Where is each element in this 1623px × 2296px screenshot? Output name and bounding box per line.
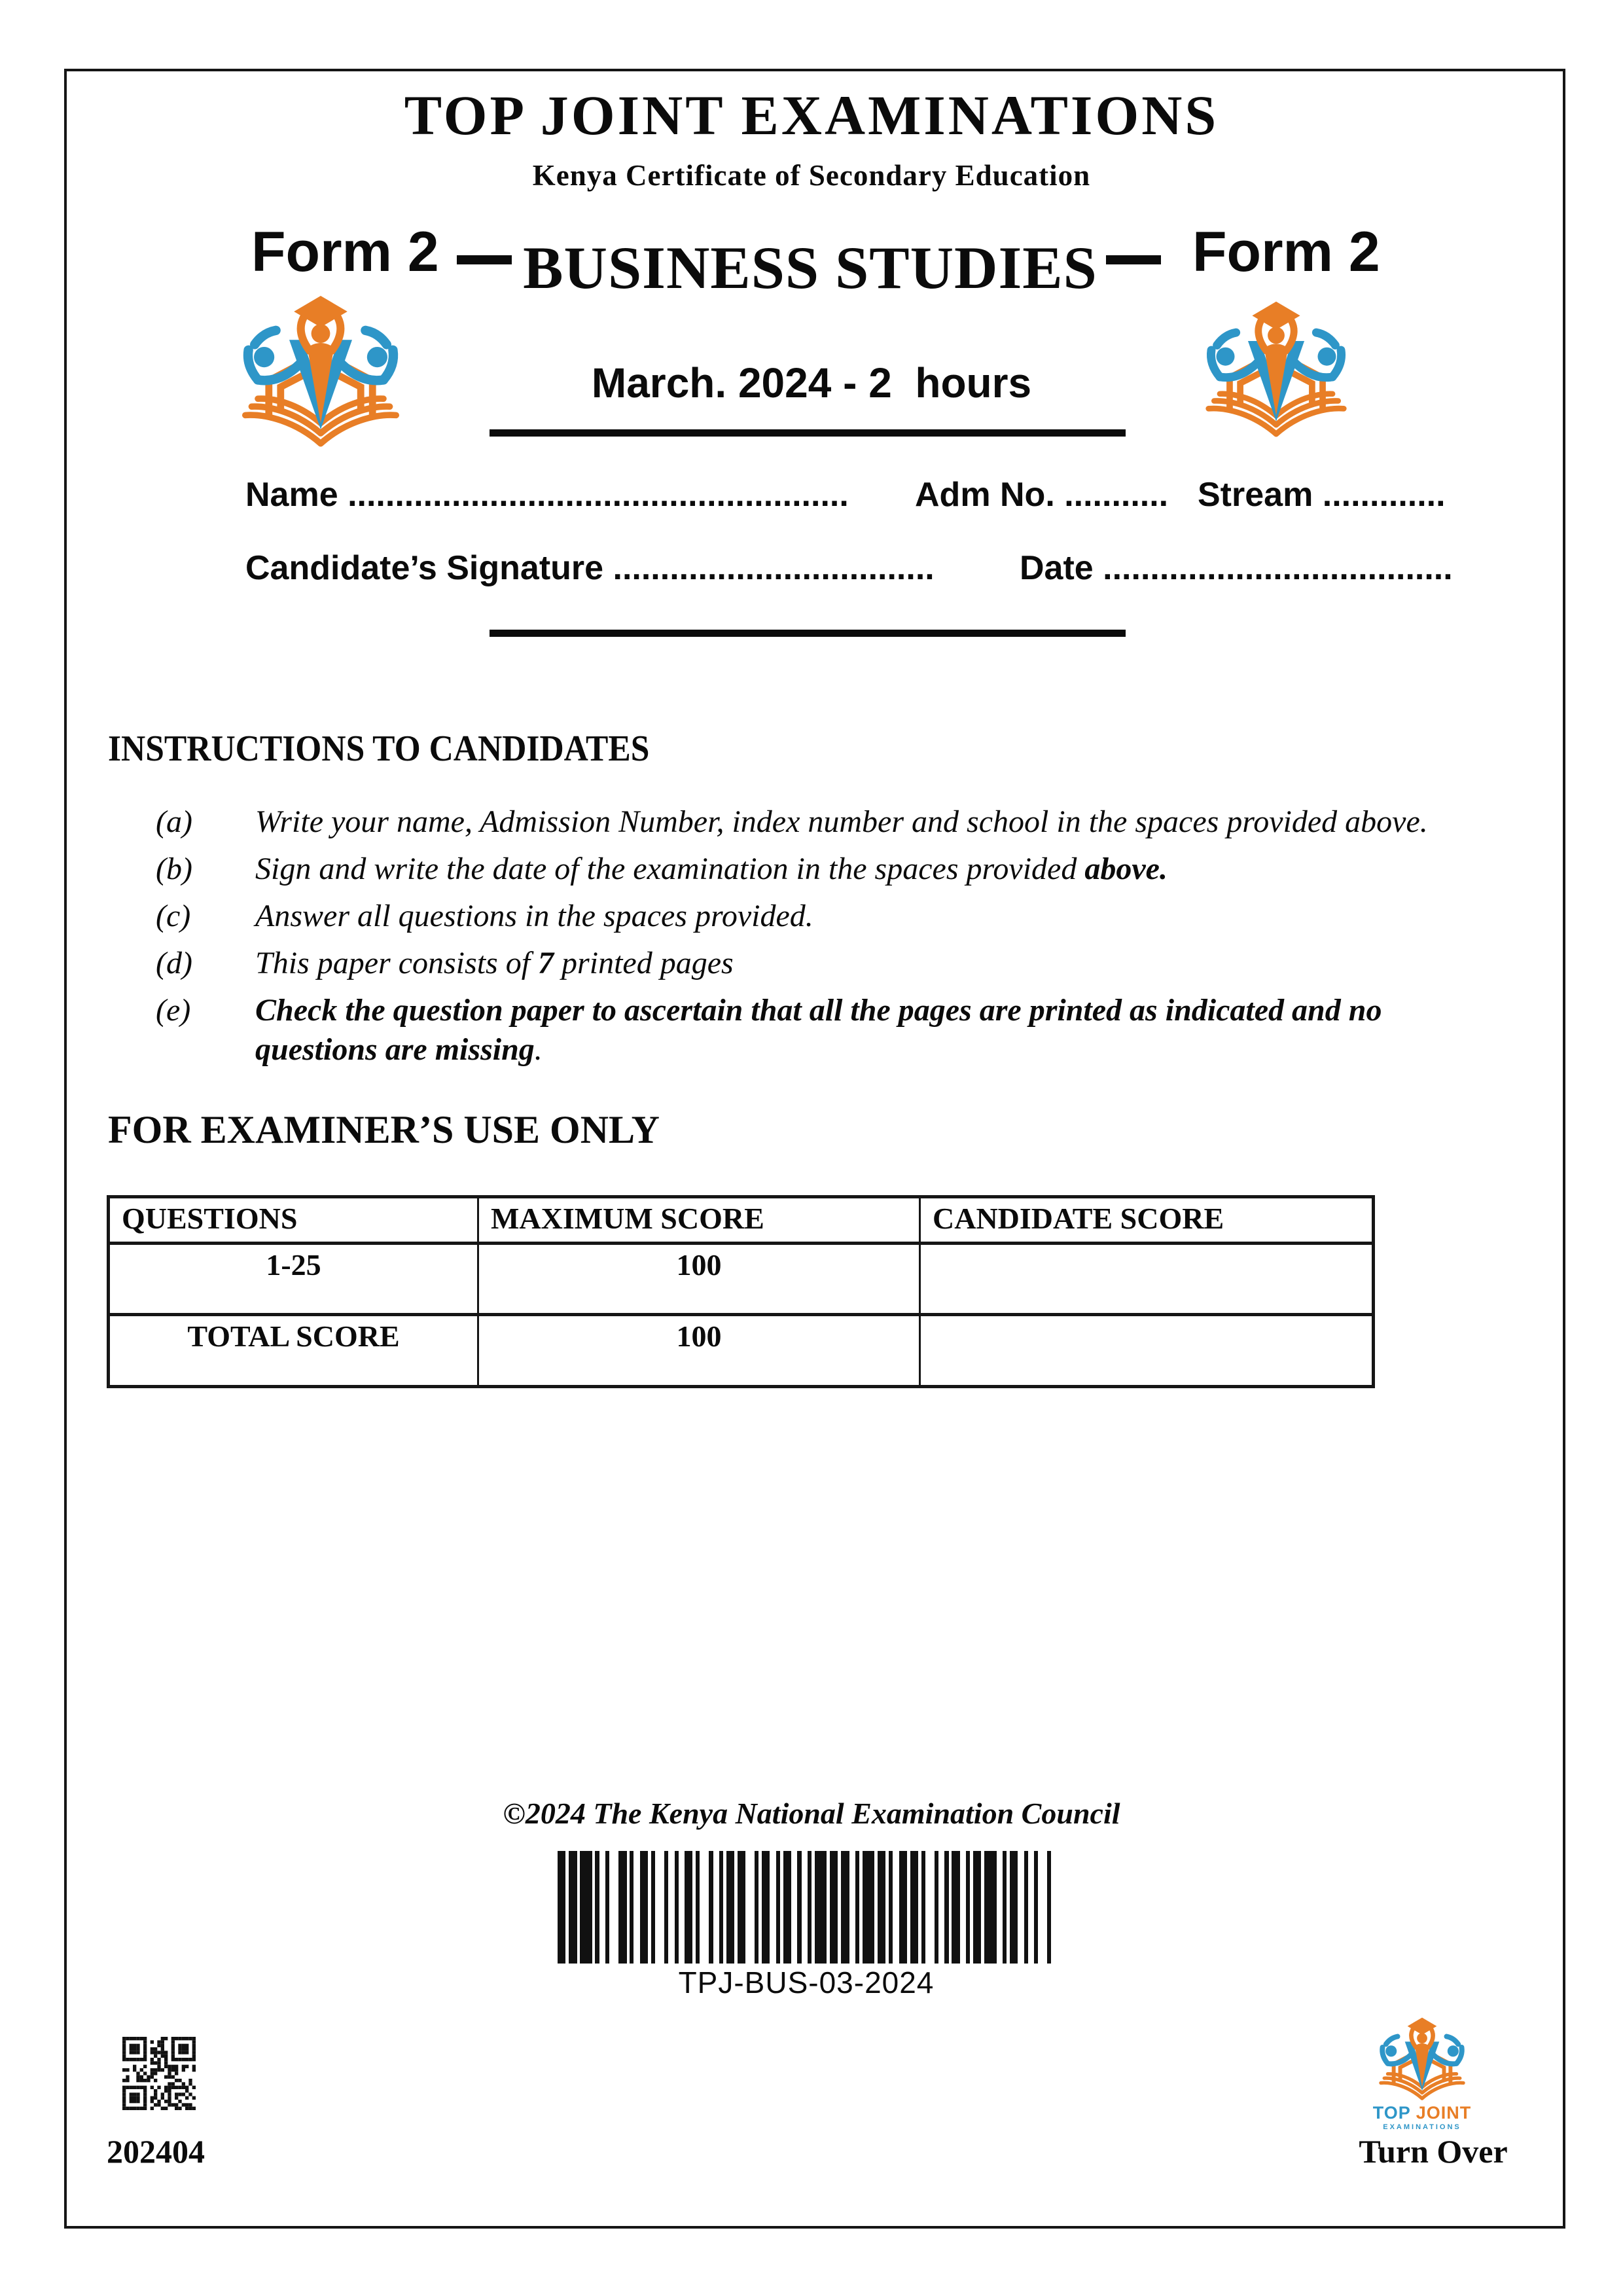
instruction-label: (a) bbox=[156, 804, 192, 839]
instruction-label: (d) bbox=[156, 946, 192, 980]
name-field: Name ..................................................... bbox=[245, 476, 849, 514]
cell-total-score-label: TOTAL SCORE bbox=[110, 1316, 479, 1385]
cell-candidate-score bbox=[921, 1245, 1372, 1313]
instruction-item bbox=[156, 897, 1465, 936]
instruction-text: Write your name, Admission Number, index number and school in the spaces provided above. bbox=[255, 804, 1428, 839]
exam-session: March. 2024 - 2 hours bbox=[591, 359, 1032, 406]
exam-level-subtitle: Kenya Certificate of Secondary Education bbox=[532, 159, 1091, 192]
paper-code: 202404 bbox=[107, 2133, 205, 2170]
form-level-left: Form 2 bbox=[251, 221, 439, 283]
instruction-text: Answer all questions in the spaces provided. bbox=[255, 899, 813, 933]
instructions-heading: INSTRUCTIONS TO CANDIDATES bbox=[108, 728, 650, 769]
instruction-label: (b) bbox=[156, 852, 192, 886]
instruction-text: Check the question paper to ascertain that all the pages are printed as indicated and no questions are missing. bbox=[255, 993, 1382, 1067]
turn-over-label: Turn Over bbox=[1359, 2133, 1508, 2170]
header-rule-top bbox=[490, 429, 1126, 437]
form-level-right: Form 2 bbox=[1192, 221, 1380, 283]
col-header-maximum-score: MAXIMUM SCORE bbox=[479, 1198, 921, 1242]
cell-questions-range: 1-25 bbox=[110, 1245, 479, 1313]
barcode-bar bbox=[984, 1851, 997, 1964]
barcode-bar bbox=[841, 1851, 849, 1964]
score-table-header-row bbox=[110, 1198, 1372, 1245]
stream-field: Stream ............. bbox=[1198, 476, 1446, 514]
barcode-bar bbox=[973, 1851, 981, 1964]
copyright-line: ©2024 The Kenya National Examination Council bbox=[503, 1797, 1120, 1830]
cell-maximum-score: 100 bbox=[479, 1245, 921, 1313]
header-rule-bottom bbox=[490, 630, 1126, 637]
instruction-label: (c) bbox=[156, 899, 191, 933]
score-table bbox=[107, 1195, 1375, 1388]
instruction-item bbox=[156, 991, 1465, 1069]
instruction-label: (e) bbox=[156, 993, 191, 1028]
barcode-bar bbox=[738, 1851, 745, 1964]
instruction-text: This paper consists of 7 printed pages bbox=[255, 946, 734, 980]
barcode-text: TPJ-BUS-03-2024 bbox=[678, 1965, 935, 2000]
barcode-bar bbox=[762, 1851, 770, 1964]
barcode-bar bbox=[952, 1851, 959, 1964]
signature-field: Candidate’s Signature .................................. bbox=[245, 549, 935, 587]
barcode-bar bbox=[878, 1851, 885, 1964]
date-field: Date ..................................... bbox=[1020, 549, 1453, 587]
instruction-item bbox=[156, 944, 1465, 983]
barcode-bar bbox=[899, 1851, 907, 1964]
qr-code bbox=[122, 2037, 196, 2110]
barcode-bar bbox=[558, 1851, 565, 1964]
instructions-list bbox=[156, 802, 1465, 1077]
table-row bbox=[110, 1245, 1372, 1316]
subject-title: BUSINESS STUDIES bbox=[523, 234, 1097, 301]
barcode-bar bbox=[685, 1851, 692, 1964]
adm-no-field: Adm No. ........... bbox=[915, 476, 1169, 514]
instruction-text: Sign and write the date of the examination in the spaces provided above. bbox=[255, 852, 1168, 886]
footer-logo-text bbox=[1350, 2104, 1494, 2122]
barcode-bar bbox=[618, 1851, 626, 1964]
dash-rule-right bbox=[1106, 255, 1161, 264]
cell-total-maximum-score: 100 bbox=[479, 1316, 921, 1385]
barcode-bar bbox=[1010, 1851, 1018, 1964]
barcode bbox=[558, 1851, 1055, 1964]
barcode-bar bbox=[815, 1851, 827, 1964]
instruction-item bbox=[156, 850, 1465, 889]
footer-logo-subtext: EXAMINATIONS bbox=[1383, 2123, 1461, 2131]
cell-total-candidate-score bbox=[921, 1316, 1372, 1385]
barcode-bar bbox=[910, 1851, 918, 1964]
barcode-bar bbox=[783, 1851, 791, 1964]
barcode-bar bbox=[569, 1851, 577, 1964]
exam-board-title: TOP JOINT EXAMINATIONS bbox=[404, 84, 1219, 147]
table-row bbox=[110, 1316, 1372, 1385]
barcode-bar bbox=[580, 1851, 592, 1964]
examiner-heading: FOR EXAMINER’S USE ONLY bbox=[108, 1108, 660, 1151]
col-header-questions: QUESTIONS bbox=[110, 1198, 479, 1242]
col-header-candidate-score: CANDIDATE SCORE bbox=[933, 1202, 1224, 1235]
footer-logo-word-top: TOP bbox=[1372, 2103, 1411, 2123]
barcode-bar bbox=[830, 1851, 838, 1964]
footer-logo-word-joint: JOINT bbox=[1410, 2103, 1472, 2123]
barcode-bar bbox=[726, 1851, 734, 1964]
barcode-bar bbox=[640, 1851, 648, 1964]
barcode-bar bbox=[863, 1851, 875, 1964]
footer-logo bbox=[1373, 2013, 1471, 2104]
instruction-item bbox=[156, 802, 1465, 842]
